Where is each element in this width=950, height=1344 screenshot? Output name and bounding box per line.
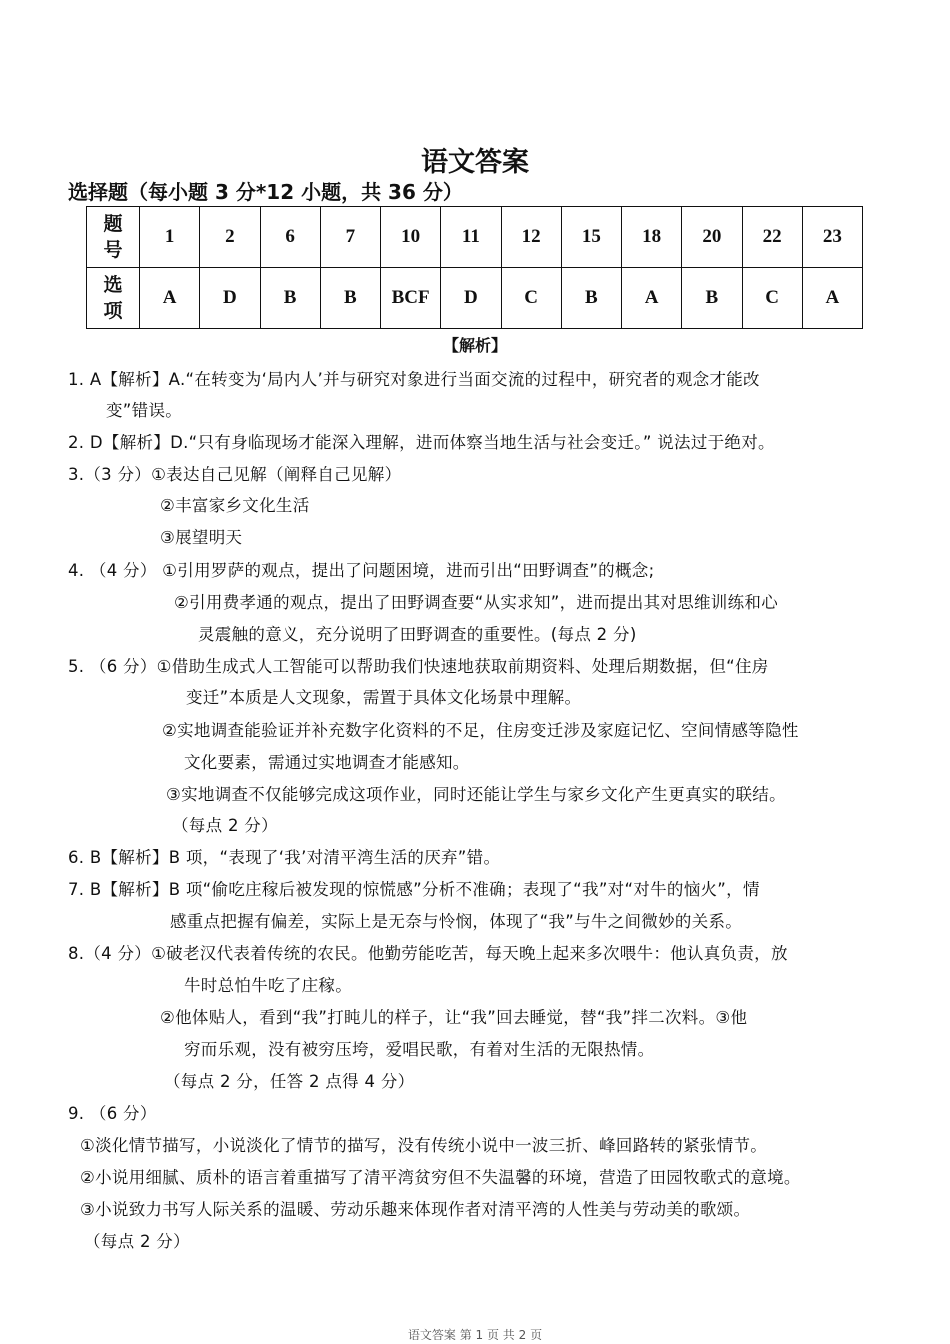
analysis-line: ③实地调查不仅能够完成这项作业，同时还能让学生与家乡文化产生更真实的联结。 bbox=[166, 785, 786, 804]
answer-choice: D bbox=[441, 268, 501, 329]
row-header-answer bbox=[87, 268, 140, 329]
analysis-heading: 【解析】 bbox=[442, 336, 507, 355]
answer-choice: C bbox=[501, 268, 561, 329]
analysis-line: （每点 2 分，任答 2 点得 4 分） bbox=[164, 1072, 415, 1091]
question-number: 2 bbox=[200, 207, 260, 268]
analysis-line: （每点 2 分） bbox=[84, 1232, 190, 1251]
analysis-line: 牛时总怕牛吃了庄稼。 bbox=[184, 976, 352, 995]
analysis-line: 8.（4 分）①破老汉代表着传统的农民。他勤劳能吃苦，每天晚上起来多次喂牛：他认真负责，放 bbox=[68, 944, 788, 963]
analysis-line: 5. （6 分）①借助生成式人工智能可以帮助我们快速地获取前期资料、处理后期数据，但“住房 bbox=[68, 657, 769, 676]
answer-table bbox=[86, 206, 863, 329]
analysis-line: ②引用费孝通的观点，提出了田野调查要“从实求知”，进而提出其对思维训练和心 bbox=[174, 593, 778, 612]
question-number: 10 bbox=[381, 207, 441, 268]
analysis-line: 文化要素，需通过实地调查才能感知。 bbox=[184, 753, 470, 772]
analysis-line: 变迁”本质是人文现象，需置于具体文化场景中理解。 bbox=[186, 688, 582, 707]
analysis-line: 9. （6 分） bbox=[68, 1104, 157, 1123]
analysis-line: 3.（3 分）①表达自己见解（阐释自己见解） bbox=[68, 465, 402, 484]
answer-choice: A bbox=[622, 268, 682, 329]
answer-choice: B bbox=[561, 268, 621, 329]
analysis-line: ②丰富家乡文化生活 bbox=[160, 496, 310, 515]
analysis-line: 变”错误。 bbox=[106, 401, 183, 420]
analysis-line: 7. B【解析】B 项“偷吃庄稼后被发现的惊慌感”分析不准确；表现了“我”对“对牛的恼火”，情 bbox=[68, 880, 760, 899]
analysis-line: 2. D【解析】D.“只有身临现场才能深入理解，进而体察当地生活与社会变迁。” 说法过于绝对。 bbox=[68, 433, 775, 452]
answer-choice: C bbox=[742, 268, 802, 329]
analysis-line: 穷而乐观，没有被穷压垮，爱唱民歌，有着对生活的无限热情。 bbox=[184, 1040, 655, 1059]
analysis-line: 1. A【解析】A.“在转变为‘局内人’并与研究对象进行当面交流的过程中，研究者的观念才能改 bbox=[68, 370, 760, 389]
analysis-line: ②实地调查能验证并补充数字化资料的不足，住房变迁涉及家庭记忆、空间情感等隐性 bbox=[162, 721, 799, 740]
answer-choice: A bbox=[802, 268, 862, 329]
analysis-line: ②小说用细腻、质朴的语言着重描写了清平湾贫穷但不失温馨的环境，营造了田园牧歌式的意境。 bbox=[80, 1168, 801, 1187]
row-header-answer-text: 选项 bbox=[103, 274, 123, 322]
analysis-line: ①淡化情节描写，小说淡化了情节的描写，没有传统小说中一波三折、峰回路转的紧张情节。 bbox=[80, 1136, 768, 1155]
row-header-question bbox=[87, 207, 140, 268]
question-number: 1 bbox=[140, 207, 200, 268]
answer-choice: B bbox=[682, 268, 742, 329]
row-header-question-text: 题号 bbox=[103, 213, 123, 261]
analysis-line: 感重点把握有偏差，实际上是无奈与怜悯，体现了“我”与牛之间微妙的关系。 bbox=[170, 912, 743, 931]
analysis-line: 4. （4 分） ①引用罗萨的观点，提出了问题困境，进而引出“田野调查”的概念; bbox=[68, 561, 655, 580]
question-number-row bbox=[87, 207, 863, 268]
question-number: 22 bbox=[742, 207, 802, 268]
answer-choice: B bbox=[260, 268, 320, 329]
question-number: 12 bbox=[501, 207, 561, 268]
page-title: 语文答案 bbox=[421, 147, 529, 178]
analysis-line: （每点 2 分） bbox=[172, 816, 278, 835]
analysis-line: ③展望明天 bbox=[160, 528, 243, 547]
answer-choice: D bbox=[200, 268, 260, 329]
section-heading: 选择题（每小题 3 分*12 小题，共 36 分） bbox=[68, 180, 463, 204]
answer-choice: B bbox=[320, 268, 380, 329]
analysis-line: ③小说致力书写人际关系的温暖、劳动乐趣来体现作者对清平湾的人性美与劳动美的歌颂。 bbox=[80, 1200, 751, 1219]
question-number: 23 bbox=[802, 207, 862, 268]
question-number: 20 bbox=[682, 207, 742, 268]
question-number: 15 bbox=[561, 207, 621, 268]
question-number: 11 bbox=[441, 207, 501, 268]
question-number: 18 bbox=[622, 207, 682, 268]
analysis-line: ②他体贴人，看到“我”打盹儿的样子，让“我”回去睡觉，替“我”拌二次料。③他 bbox=[160, 1008, 748, 1027]
page-footer: 语文答案 第 1 页 共 2 页 bbox=[407, 1328, 543, 1340]
question-number: 6 bbox=[260, 207, 320, 268]
analysis-line: 灵震触的意义，充分说明了田野调查的重要性。(每点 2 分) bbox=[198, 625, 637, 644]
analysis-line: 6. B【解析】B 项，“表现了‘我’对清平湾生活的厌弃”错。 bbox=[68, 848, 501, 867]
question-number: 7 bbox=[320, 207, 380, 268]
answer-choice: A bbox=[140, 268, 200, 329]
answer-choice: BCF bbox=[381, 268, 441, 329]
answer-row bbox=[87, 268, 863, 329]
